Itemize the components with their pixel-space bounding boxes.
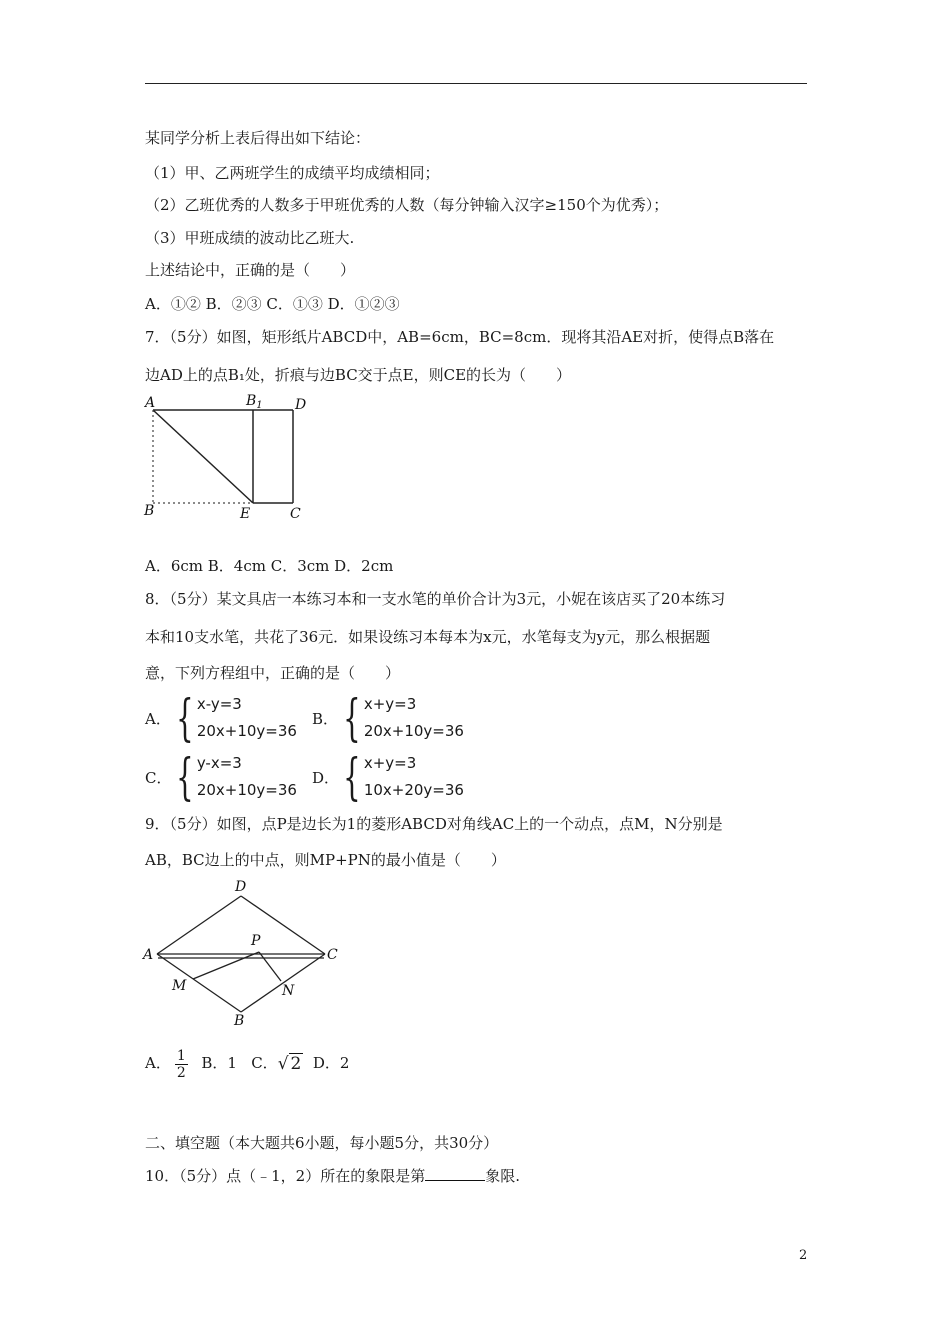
label-A: A (145, 395, 156, 411)
header-rule (145, 83, 807, 84)
label-B1: $B_1$ (246, 393, 263, 411)
q7-line-2: 边AD上的点B₁处，折痕与边BC交于点E，则CE的长为（ ） (145, 366, 572, 384)
conclusion-1: （1）甲、乙两班学生的成绩平均成绩相同； (145, 164, 440, 182)
answer-blank[interactable] (425, 1166, 485, 1181)
label-C: C (290, 506, 301, 522)
q9-options: A． $\frac{1}{2}$ B．1 C．√ 2 D．2 (145, 1044, 349, 1083)
q9-line-2: AB，BC边上的中点，则MP+PN的最小值是（ ） (145, 851, 506, 869)
q9-line-1: 9．（5分）如图，点P是边长为1的菱形ABCD对角线AC上的一个动点，点M，N分别是 (145, 815, 723, 833)
sqrt-two: √ 2 (277, 1054, 302, 1074)
label-E: E (240, 506, 251, 522)
fraction-one-half: $\frac{1}{2}$ (176, 1047, 186, 1081)
q8-option-a: A． { x-y=3 20x+10y=36 (145, 689, 297, 747)
label-C: C (327, 947, 338, 963)
q8-line-1: 8．（5分）某文具店一本练习本和一支水笔的单价合计为3元，小妮在该店买了20本练习 (145, 590, 726, 608)
q8-line-2: 本和10支水笔，共花了36元．如果设练习本每本为x元，水笔每支为y元，那么根据题 (145, 628, 711, 646)
intro-line: 某同学分析上表后得出如下结论： (145, 129, 371, 147)
q6-options: A．①② B．②③ C．①③ D．①②③ (145, 295, 400, 313)
label-D: D (295, 397, 307, 413)
q6-question: 上述结论中，正确的是（ ） (145, 261, 356, 279)
brace-icon: { (343, 689, 361, 747)
label-P: P (251, 933, 261, 949)
conclusion-2: （2）乙班优秀的人数多于甲班优秀的人数（每分钟输入汉字≥150个为优秀）； (145, 196, 669, 214)
q7-line-1: 7．（5分）如图，矩形纸片ABCD中，AB=6cm，BC=8cm．现将其沿AE对折，使得点B落在 (145, 328, 775, 346)
brace-icon: { (176, 748, 194, 806)
q8-option-d: D． { x+y=3 10x+20y=36 (312, 748, 464, 806)
label-N: N (282, 983, 295, 999)
rectangle-fold-figure (140, 392, 320, 522)
page-number: 2 (799, 1248, 808, 1263)
section-2-heading: 二、填空题（本大题共6小题，每小题5分，共30分） (145, 1134, 499, 1152)
conclusion-3: （3）甲班成绩的波动比乙班大. (145, 229, 355, 247)
label-A: A (143, 947, 154, 963)
q8-option-c: C． { y-x=3 20x+10y=36 (145, 748, 297, 806)
label-B: B (144, 503, 155, 519)
brace-icon: { (176, 689, 194, 747)
label-D: D (235, 879, 247, 895)
label-B: B (234, 1013, 245, 1029)
q8-option-b: B． { x+y=3 20x+10y=36 (312, 689, 464, 747)
q10-line: 10．（5分）点（﹣1，2）所在的象限是第 象限. (145, 1167, 521, 1185)
brace-icon: { (343, 748, 361, 806)
rhombus-figure (140, 875, 350, 1030)
q7-options: A．6cm B．4cm C．3cm D．2cm (145, 557, 394, 575)
label-M: M (172, 978, 187, 994)
q8-line-3: 意，下列方程组中，正确的是（ ） (145, 664, 401, 682)
